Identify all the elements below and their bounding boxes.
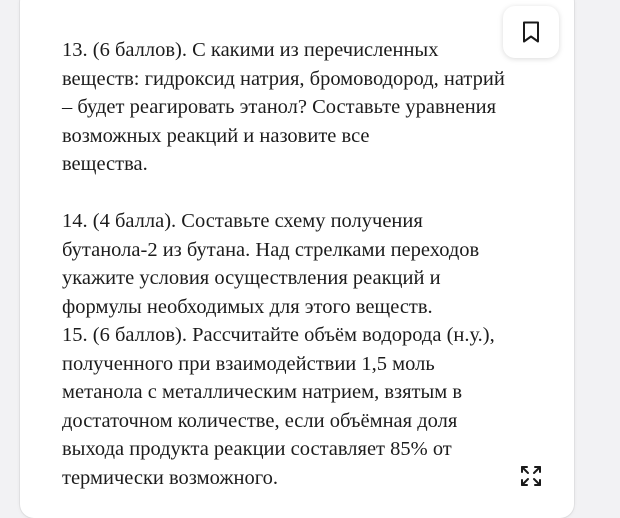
text-line: выхода продукта реакции составляет 85% от (62, 438, 452, 460)
bookmark-icon (520, 20, 542, 44)
text-line: 14. (4 балла). Составьте схему получения (62, 210, 423, 232)
text-line: достаточном количестве, если объёмная доля (62, 409, 458, 432)
text-line: метанола с металлическим натрием, взятым в (62, 381, 463, 403)
bookmark-button[interactable] (503, 6, 559, 58)
text-line: термически возможного. (62, 466, 278, 489)
expand-icon (519, 464, 543, 488)
text-line: формулы необходимых для этого веществ. (62, 295, 433, 318)
task-text (62, 36, 542, 492)
task-13 (62, 36, 542, 179)
text-line: укажите условия осуществления реакций и (62, 267, 441, 289)
text-line: бутанола-2 из бутана. Над стрелками переходов (62, 238, 480, 261)
text-line: 13. (6 баллов). С какими из перечисленных (62, 39, 439, 61)
text-line: веществ: гидроксид натрия, бромоводород, натрий (62, 67, 505, 90)
text-line: 15. (6 баллов). Рассчитайте объём водорода (н.у.), (62, 324, 495, 346)
task-14 (62, 207, 542, 321)
text-line: полученного при взаимодействии 1,5 моль (62, 352, 435, 375)
text-line: возможных реакций и назовите все (62, 124, 370, 147)
expand-button[interactable] (508, 456, 554, 496)
text-line: вещества. (62, 153, 148, 175)
paragraph-gap (62, 179, 542, 208)
text-line: – будет реагировать этанол? Составьте уравнения (62, 96, 497, 118)
task-15 (62, 321, 542, 492)
